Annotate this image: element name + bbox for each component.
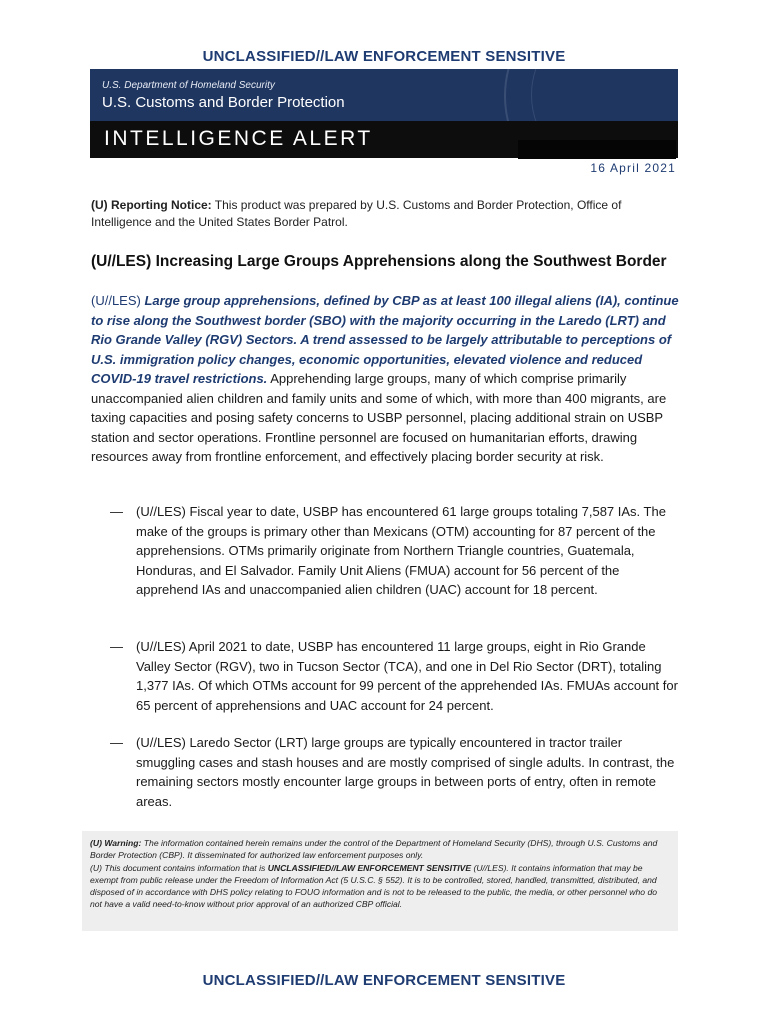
department-name: U.S. Department of Homeland Security <box>102 80 275 91</box>
bullet-item <box>110 502 680 600</box>
dash-marker: — <box>110 504 123 519</box>
agency-name: U.S. Customs and Border Protection <box>102 94 345 111</box>
bullet-text: (U//LES) Laredo Sector (LRT) large groups are typically encountered in tractor trailer smuggling cases and stash houses and are mostly comprised of single adults. In contrast, the remaining sectors mostly encounter large groups in between ports of entry, often in remote areas. <box>136 735 675 809</box>
bullet-text: (U//LES) April 2021 to date, USBP has encountered 11 large groups, eight in Rio Grande Valley Sector (RGV), two in Tucson Sector (TCA), and one in Del Rio Sector (DRT), totaling 1,377 IAs. Of which OTMs account for 99 percent of the apprehended IAs. FMUAs account for 65 percent of apprehensions and UAC account for 24 percent. <box>136 639 678 713</box>
dash-marker: — <box>110 639 123 654</box>
reporting-notice-text: This product was prepared by U.S. Customs and Border Protection, Office of Intelligence and the United States Border Patrol. <box>91 198 622 229</box>
warning-text-2: (U//LES). It contains information that may be exempt from public release under the Freedom of Information Act (5 U.S.C. § 552). It is to be controlled, stored, handled, transmitted, distributed, and disposed of in accordance with DHS policy relating to FOUO information and is not to be released to the public, the media, or other personnel who do not have a valid need-to-know without prior approval of an authorized CBP official. <box>90 862 658 910</box>
product-type-title: INTELLIGENCE ALERT <box>104 127 373 150</box>
warning-text-1: The information contained herein remains under the control of the Department of Homeland Security (DHS), through U.S. Customs and Border Protection (CBP). It disseminated for authorized law enforcement purposes only. <box>90 838 658 861</box>
reporting-notice <box>91 197 681 231</box>
bullet-item <box>110 733 680 811</box>
reporting-notice-label: (U) Reporting Notice: <box>91 198 212 212</box>
warning-classification: UNCLASSIFIED//LAW ENFORCEMENT SENSITIVE <box>267 862 472 873</box>
document-date: 16 April 2021 <box>590 161 676 175</box>
warning-box <box>82 831 678 931</box>
classification-banner-bottom: UNCLASSIFIED//LAW ENFORCEMENT SENSITIVE <box>202 972 566 989</box>
summary-text: Apprehending large groups, many of which comprise primarily unaccompanied alien children and family units and some of which, with more than 400 migrants, are taxing capacities and posing safety concerns to USBP personnel, placing additional strain on USBP station and sector operations. Frontline personnel are focused on humanitarian efforts, drawing resources away from frontline enforcement, and effectively placing border security at risk. <box>91 371 667 464</box>
warning-prefix-2: (U) This document contains information that is <box>90 862 268 873</box>
redaction-box <box>518 140 676 159</box>
classification-banner-top: UNCLASSIFIED//LAW ENFORCEMENT SENSITIVE <box>202 48 566 65</box>
dash-marker: — <box>110 735 123 750</box>
bullet-text: (U//LES) Fiscal year to date, USBP has encountered 61 large groups totaling 7,587 IAs. The make of the groups is primary other than Mexicans (OTM) accounting for 87 percent of the apprehensions. OTMs primarily originate from Northern Triangle countries, Guatemala, Honduras, and El Salvador. Family Unit Aliens (FMUA) account for 56 percent of the apprehend IAs and unaccompanied alien children (UAC) account for 18 percent. <box>136 504 666 597</box>
page-title: (U//LES) Increasing Large Groups Apprehensions along the Southwest Border <box>91 253 667 270</box>
summary-key-judgment: Large group apprehensions, defined by CBP as at least 100 illegal aliens (IA), continue to rise along the Southwest border (SBO) with the majority occurring in the Laredo (LRT) and Rio Grande Valley (RGV) Sectors. A trend assessed to be largely attributable to perceptions of U.S. immigration policy changes, economic opportunities, elevated violence and reduced COVID-19 travel restrictions. <box>91 293 679 386</box>
bullet-item <box>110 637 680 715</box>
warning-text <box>90 837 670 911</box>
summary-paragraph <box>91 291 681 467</box>
summary-marking: (U//LES) <box>91 293 145 308</box>
warning-label: (U) Warning: <box>90 838 142 848</box>
